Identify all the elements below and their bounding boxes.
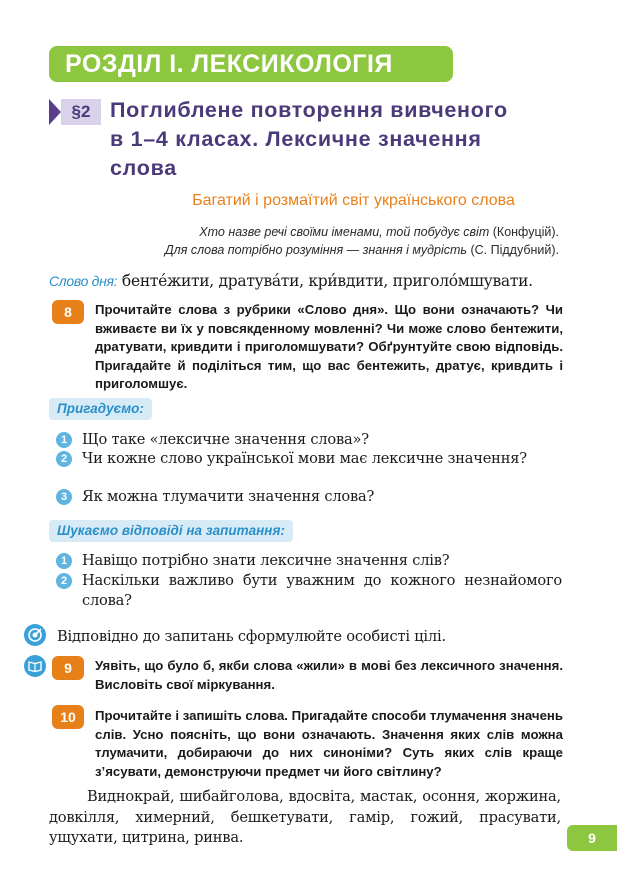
question-number: 2: [56, 451, 72, 467]
question-number: 1: [56, 432, 72, 448]
task-number-badge: 10: [52, 705, 84, 729]
book-icon: [24, 655, 46, 677]
epigraph-quote: [59, 225, 559, 239]
paragraph-title-line: слова: [110, 156, 177, 180]
section-title: РОЗДІЛ І. ЛЕКСИКОЛОГІЯ: [49, 46, 453, 82]
word-list: Виднокрай, шибайголова, вдосвіта, мастак, осоння, жоржина, довкілля, химерний, бешкетувати, гамір, гожий, прасувати, ущухати, цитрина, ринва.: [49, 788, 561, 846]
paragraph-number: §2: [61, 99, 101, 125]
page-number: 9: [567, 825, 617, 851]
target-icon: [24, 624, 46, 646]
paragraph-title-line: в 1–4 класах. Лексичне значення: [110, 127, 482, 151]
word-of-day-words: бенте́жити, дратува́ти, кри́вдити, приголо́мшувати.: [117, 272, 533, 290]
task-number-badge: 9: [52, 656, 84, 680]
question-text: Наскільки важливо бути уважним до кожного незнайомого слова?: [82, 572, 562, 609]
question-text: Що таке «лексичне значення слова»?: [82, 431, 369, 448]
quote-text: Для слова потрібно розуміння — знання і мудрість: [164, 243, 467, 257]
question-number: 1: [56, 553, 72, 569]
task-10-text: Прочитайте і запишіть слова. Пригадайте способи тлумачення значень слів. Усно поясніть, що вони означають. Значення яких слів можна тлумачити, добираючи до них синоніми? Суть яких слів краще з’ясувати, демонструючи предмет чи його світлину?: [95, 708, 563, 779]
lesson-subtitle: Багатий і розмаїтий світ українського слова: [192, 192, 515, 209]
epigraph-quote: [59, 243, 559, 257]
goals-instruction: Відповідно до запитань сформулюйте особисті цілі.: [57, 628, 446, 645]
arrow-icon: [49, 99, 61, 125]
recall-label: Пригадуємо:: [49, 398, 152, 420]
question-number: 2: [56, 573, 72, 589]
question-text: Чи кожне слово української мови має лексичне значення?: [82, 450, 527, 467]
quote-source: (Конфуцій).: [492, 225, 559, 239]
task-9-text: Уявіть, що було б, якби слова «жили» в мові без лексичного значення. Висловіть свої міркування.: [95, 658, 563, 692]
question-text: Як можна тлумачити значення слова?: [82, 488, 375, 505]
quote-text: Хто назве речі своїми іменами, той побудує світ: [199, 225, 490, 239]
paragraph-marker: [49, 99, 101, 125]
word-of-day: [49, 272, 569, 290]
task-number-badge: 8: [52, 300, 84, 324]
word-of-day-label: Слово дня:: [49, 273, 118, 289]
task-8-text: Прочитайте слова з рубрики «Слово дня». Що вони означають? Чи вживаєте ви їх у повсякденному мовленні? Чи може слово бентежити, дратувати, кривдити і приголомшувати? Обґрунтуйте свою відповідь. Пригадайте й поділіться тим, що вас бентежить, дратує, кривдить і приголомшує.: [95, 302, 563, 391]
question-text: Навіщо потрібно знати лексичне значення слів?: [82, 552, 450, 569]
paragraph-title-line: Поглиблене повторення вивченого: [110, 98, 508, 122]
search-answers-label: Шукаємо відповіді на запитання:: [49, 520, 293, 542]
paragraph-title: [110, 96, 530, 183]
question-number: 3: [56, 489, 72, 505]
quote-source: (С. Піддубний).: [470, 243, 559, 257]
